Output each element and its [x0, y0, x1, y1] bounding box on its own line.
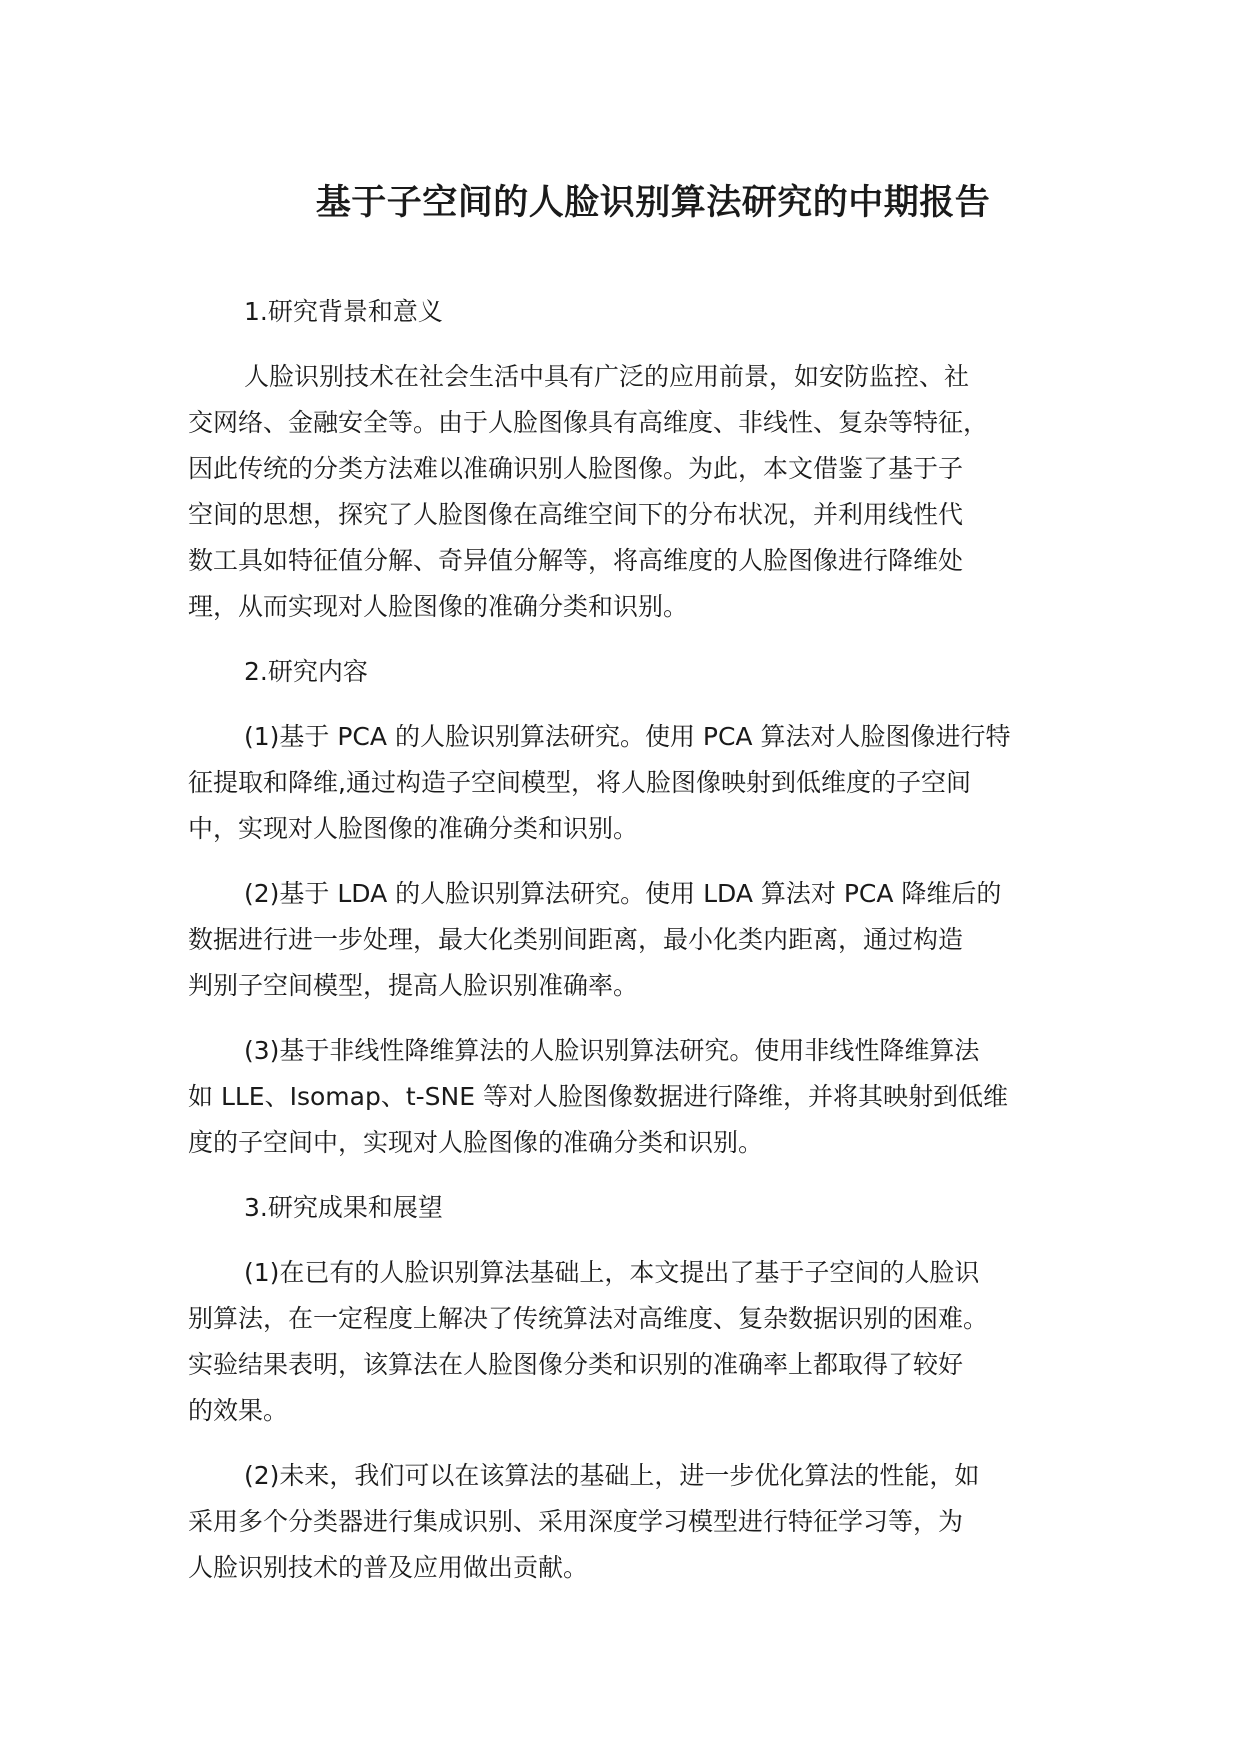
paragraph — [188, 1250, 1088, 1434]
paragraph — [188, 714, 1088, 852]
paragraph-line: 的效果。 — [188, 1396, 289, 1425]
section-heading: 2.研究内容 — [244, 657, 368, 686]
paragraph — [188, 871, 1088, 1009]
paragraph — [188, 1453, 1088, 1591]
paragraph-line: 中，实现对人脸图像的准确分类和识别。 — [188, 814, 639, 843]
document-title: 基于子空间的人脸识别算法研究的中期报告 — [315, 183, 991, 223]
paragraph-line: 数工具如特征值分解、奇异值分解等，将高维度的人脸图像进行降维处 — [188, 546, 964, 575]
paragraph-line: (1)基于 PCA 的人脸识别算法研究。使用 PCA 算法对人脸图像进行特 — [244, 722, 1011, 751]
paragraph-line: 如 LLE、Isomap、t-SNE 等对人脸图像数据进行降维，并将其映射到低维 — [188, 1082, 1008, 1111]
paragraph-line: 实验结果表明，该算法在人脸图像分类和识别的准确率上都取得了较好 — [188, 1350, 964, 1379]
paragraph-line: 征提取和降维,通过构造子空间模型，将人脸图像映射到低维度的子空间 — [188, 768, 971, 797]
paragraph-line: 空间的思想，探究了人脸图像在高维空间下的分布状况，并利用线性代 — [188, 500, 964, 529]
paragraph-line: 判别子空间模型，提高人脸识别准确率。 — [188, 971, 639, 1000]
paragraph-line: 度的子空间中，实现对人脸图像的准确分类和识别。 — [188, 1128, 764, 1157]
paragraph-line: 交网络、金融安全等。由于人脸图像具有高维度、非线性、复杂等特征， — [188, 408, 989, 437]
paragraph-line: 采用多个分类器进行集成识别、采用深度学习模型进行特征学习等，为 — [188, 1507, 964, 1536]
paragraph-line: 人脸识别技术在社会生活中具有广泛的应用前景，如安防监控、社 — [244, 362, 970, 391]
paragraph — [188, 1028, 1088, 1166]
paragraph-line: (1)在已有的人脸识别算法基础上，本文提出了基于子空间的人脸识 — [244, 1258, 980, 1287]
document-body — [188, 289, 1088, 1591]
paragraph-line: 人脸识别技术的普及应用做出贡献。 — [188, 1553, 589, 1582]
paragraph-line: 因此传统的分类方法难以准确识别人脸图像。为此，本文借鉴了基于子 — [188, 454, 964, 483]
section-heading: 1.研究背景和意义 — [244, 297, 443, 326]
paragraph-line: (2)未来，我们可以在该算法的基础上，进一步优化算法的性能，如 — [244, 1461, 980, 1490]
paragraph-line: 别算法，在一定程度上解决了传统算法对高维度、复杂数据识别的困难。 — [188, 1304, 989, 1333]
paragraph-line: 数据进行进一步处理，最大化类别间距离，最小化类内距离，通过构造 — [188, 925, 964, 954]
paragraph-line: (3)基于非线性降维算法的人脸识别算法研究。使用非线性降维算法 — [244, 1036, 980, 1065]
paragraph — [188, 354, 1088, 630]
paragraph-line: 理，从而实现对人脸图像的准确分类和识别。 — [188, 592, 689, 621]
paragraph-line: (2)基于 LDA 的人脸识别算法研究。使用 LDA 算法对 PCA 降维后的 — [244, 879, 1002, 908]
section-heading: 3.研究成果和展望 — [244, 1193, 443, 1222]
